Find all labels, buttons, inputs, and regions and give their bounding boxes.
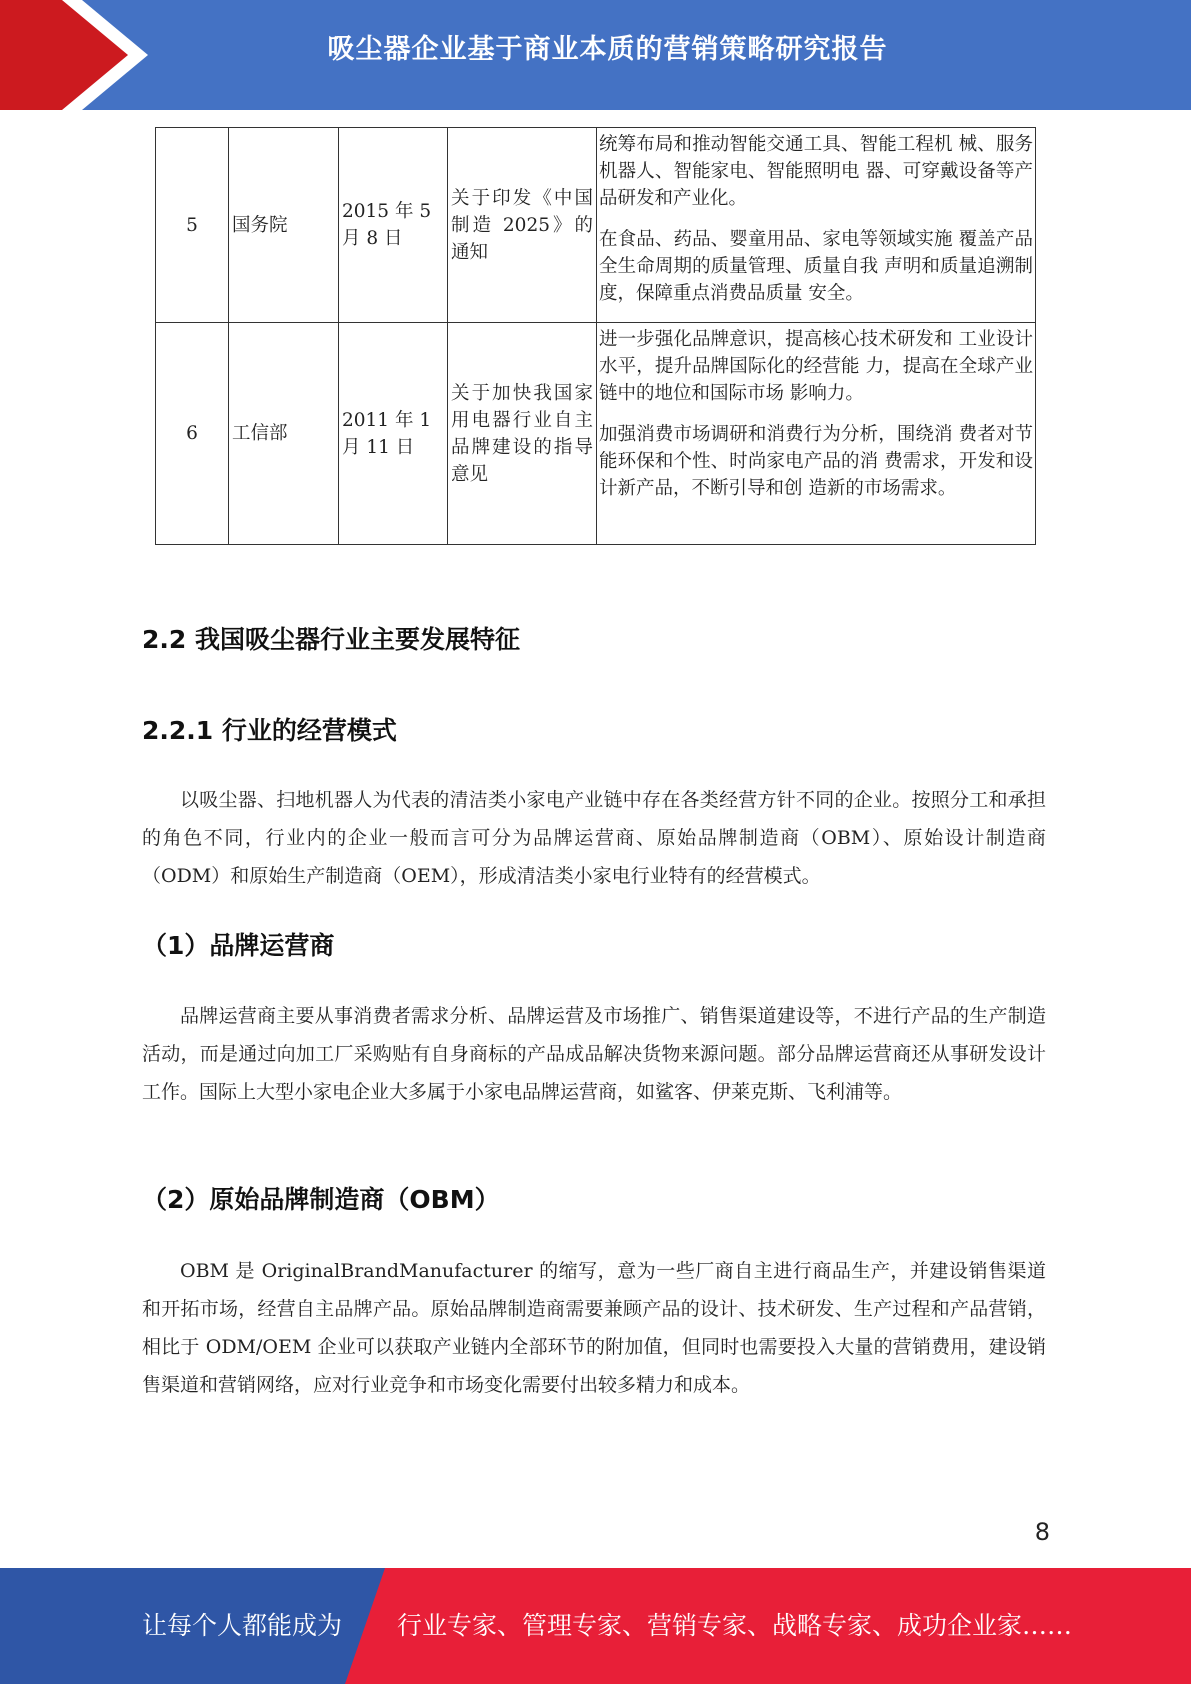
row-number: 5 — [156, 128, 229, 323]
body-paragraph: 品牌运营商主要从事消费者需求分析、品牌运营及市场推广、销售渠道建设等，不进行产品的生产制造活动，而是通过向加工厂采购贴有自身商标的产品成品解决货物来源问题。部分品牌运营商还从事研发设计工作。国际上大型小家电企业大多属于小家电品牌运营商，如鲨客、伊莱克斯、飞利浦等。 — [142, 1005, 1046, 1103]
content-paragraph: 进一步强化品牌意识，提高核心技术研发和 工业设计水平，提升品牌国际化的经营能 力，提高在全球产业链中的地位和国际市场 影响力。 — [599, 329, 1033, 404]
date-cell: 2015 年 5 月 8 日 — [339, 128, 448, 323]
table-row — [156, 323, 1036, 545]
content-paragraph: 统筹布局和推动智能交通工具、智能工程机 械、服务机器人、智能家电、智能照明电 器、可穿戴设备等产品研发和产业化。 — [599, 134, 1033, 209]
report-title: 吸尘器企业基于商业本质的营销策略研究报告 — [327, 34, 888, 65]
row-number: 6 — [156, 323, 229, 545]
policy-title-cell: 关于加快我国家用电器行业自主品牌建设的指导意见 — [448, 323, 597, 545]
section-heading-2-2-1: 2.2.1 行业的经营模式 — [142, 716, 397, 745]
footer-slogan-right: 行业专家、管理专家、营销专家、战略专家、成功企业家…… — [397, 1611, 1073, 1640]
department-cell: 国务院 — [229, 128, 339, 323]
table-row — [156, 128, 1036, 323]
body-paragraph: 以吸尘器、扫地机器人为代表的清洁类小家电产业链中存在各类经营方针不同的企业。按照分工和承担的角色不同，行业内的企业一般而言可分为品牌运营商、原始品牌制造商（OBM）、原始设计制造商（ODM）和原始生产制造商（OEM），形成清洁类小家电行业特有的经营模式。 — [142, 789, 1046, 887]
page-number: 8 — [1034, 1518, 1050, 1546]
body-paragraph: OBM 是 OriginalBrandManufacturer 的缩写，意为一些厂商自主进行商品生产，并建设销售渠道和开拓市场，经营自主品牌产品。原始品牌制造商需要兼顾产品的设计、技术研发、生产过程和产品营销，相比于 ODM/OEM 企业可以获取产业链内全部环节的附加值，但同时也需要投入大量的营销费用，建设销售渠道和营销网络，应对行业竞争和市场变化需要付出较多精力和成本。 — [142, 1260, 1046, 1396]
policy-title-cell: 关于印发《中国制造 2025》的通知 — [448, 128, 597, 323]
date-cell: 2011 年 1 月 11 日 — [339, 323, 448, 545]
policy-content-cell — [597, 323, 1036, 545]
policy-content-cell — [597, 128, 1036, 323]
subheading-obm: （2）原始品牌制造商（OBM） — [142, 1185, 500, 1214]
section-heading-2-2: 2.2 我国吸尘器行业主要发展特征 — [142, 625, 520, 654]
page-footer — [0, 1568, 1191, 1684]
footer-slogan-left: 让每个人都能成为 — [142, 1611, 343, 1640]
subheading-brand-operator: （1）品牌运营商 — [142, 931, 335, 960]
policy-table — [155, 127, 1036, 545]
page-header — [0, 0, 1191, 110]
content-paragraph: 在食品、药品、婴童用品、家电等领域实施 覆盖产品全生命周期的质量管理、质量自我 声明和质量追溯制度，保障重点消费品质量 安全。 — [599, 229, 1033, 304]
department-cell: 工信部 — [229, 323, 339, 545]
content-paragraph: 加强消费市场调研和消费行为分析，围绕消 费者对节能环保和个性、时尚家电产品的消 费需求，开发和设计新产品，不断引导和创 造新的市场需求。 — [599, 424, 1033, 499]
